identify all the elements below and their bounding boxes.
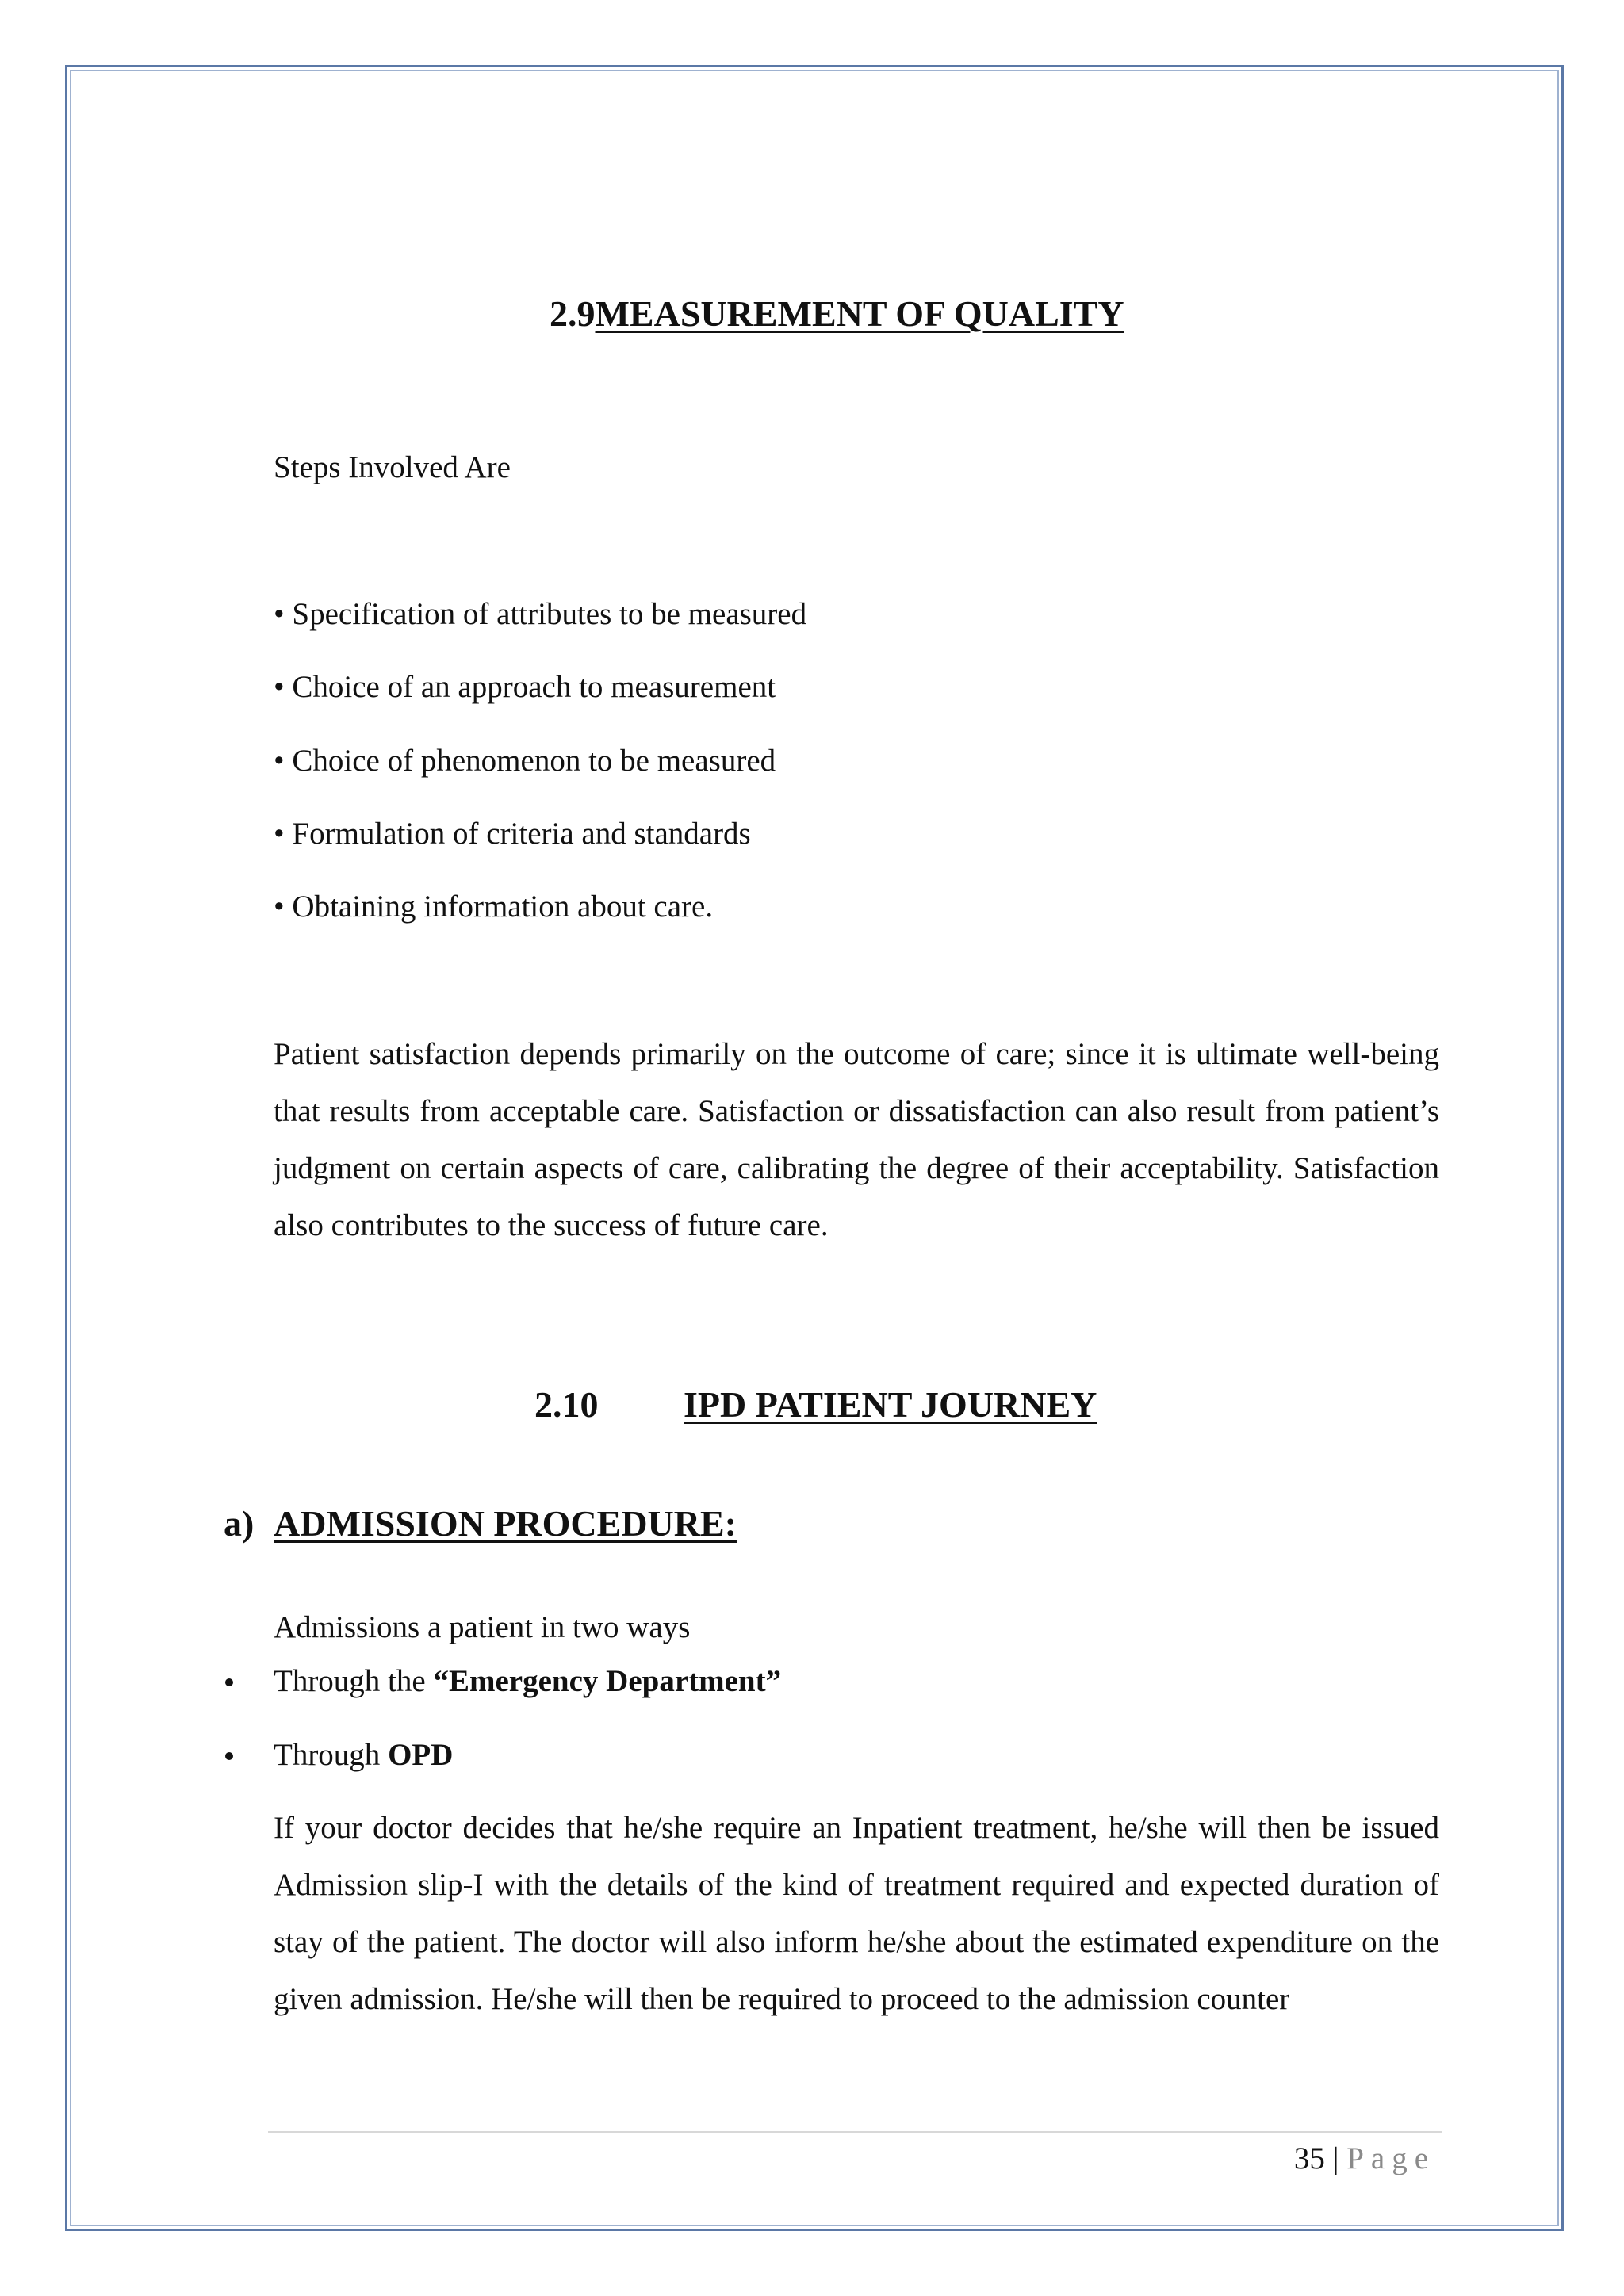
- satisfaction-paragraph: Patient satisfaction depends primarily on the outcome of care; since it is ultimate well-being that results from acceptable care. Satisfaction or dissatisfaction can also result from patient’s judgment on certain aspects of care, calibrating the degree of their acceptability. Satisfaction also contributes to the success of future care.: [274, 1037, 1439, 1242]
- page-label: Page: [1346, 2141, 1435, 2175]
- bullet-icon: [225, 1678, 233, 1686]
- section-heading-2-10: [534, 1384, 599, 1425]
- section-title: MEASUREMENT OF QUALITY: [595, 293, 1124, 334]
- subsection-title: ADMISSION PROCEDURE:: [274, 1503, 737, 1544]
- section-heading-2-9: [550, 293, 1124, 334]
- page-footer: [1205, 2143, 1435, 2174]
- bullet-icon: [225, 1752, 233, 1760]
- section-number: 2.9: [550, 293, 596, 334]
- admission-intro: Admissions a patient in two ways: [274, 1610, 691, 1644]
- step-item: • Choice of an approach to measurement: [274, 670, 776, 704]
- step-item: • Obtaining information about care.: [274, 890, 714, 924]
- admission-way-item: Through OPD: [274, 1738, 454, 1772]
- subsection-marker: a): [224, 1503, 255, 1544]
- section-number: 2.10: [534, 1384, 599, 1425]
- admission-way-item: Through the “Emergency Department”: [274, 1664, 782, 1698]
- page-number: 35: [1293, 2141, 1325, 2175]
- step-item: • Choice of phenomenon to be measured: [274, 744, 776, 778]
- step-item: • Specification of attributes to be measured: [274, 597, 807, 631]
- section-title: IPD PATIENT JOURNEY: [684, 1384, 1097, 1425]
- footer-separator: |: [1332, 2141, 1339, 2175]
- step-item: • Formulation of criteria and standards: [274, 817, 751, 851]
- admission-paragraph: If your doctor decides that he/she require an Inpatient treatment, he/she will then be issued Admission slip-I with the details of the kind of treatment required and expected duration of stay of the patient. The doctor will also inform he/she about the estimated expenditure on the given admission. He/she will then be required to proceed to the admission counter: [274, 1811, 1439, 2016]
- steps-intro: Steps Involved Are: [274, 450, 511, 484]
- footer-divider: [268, 2131, 1442, 2133]
